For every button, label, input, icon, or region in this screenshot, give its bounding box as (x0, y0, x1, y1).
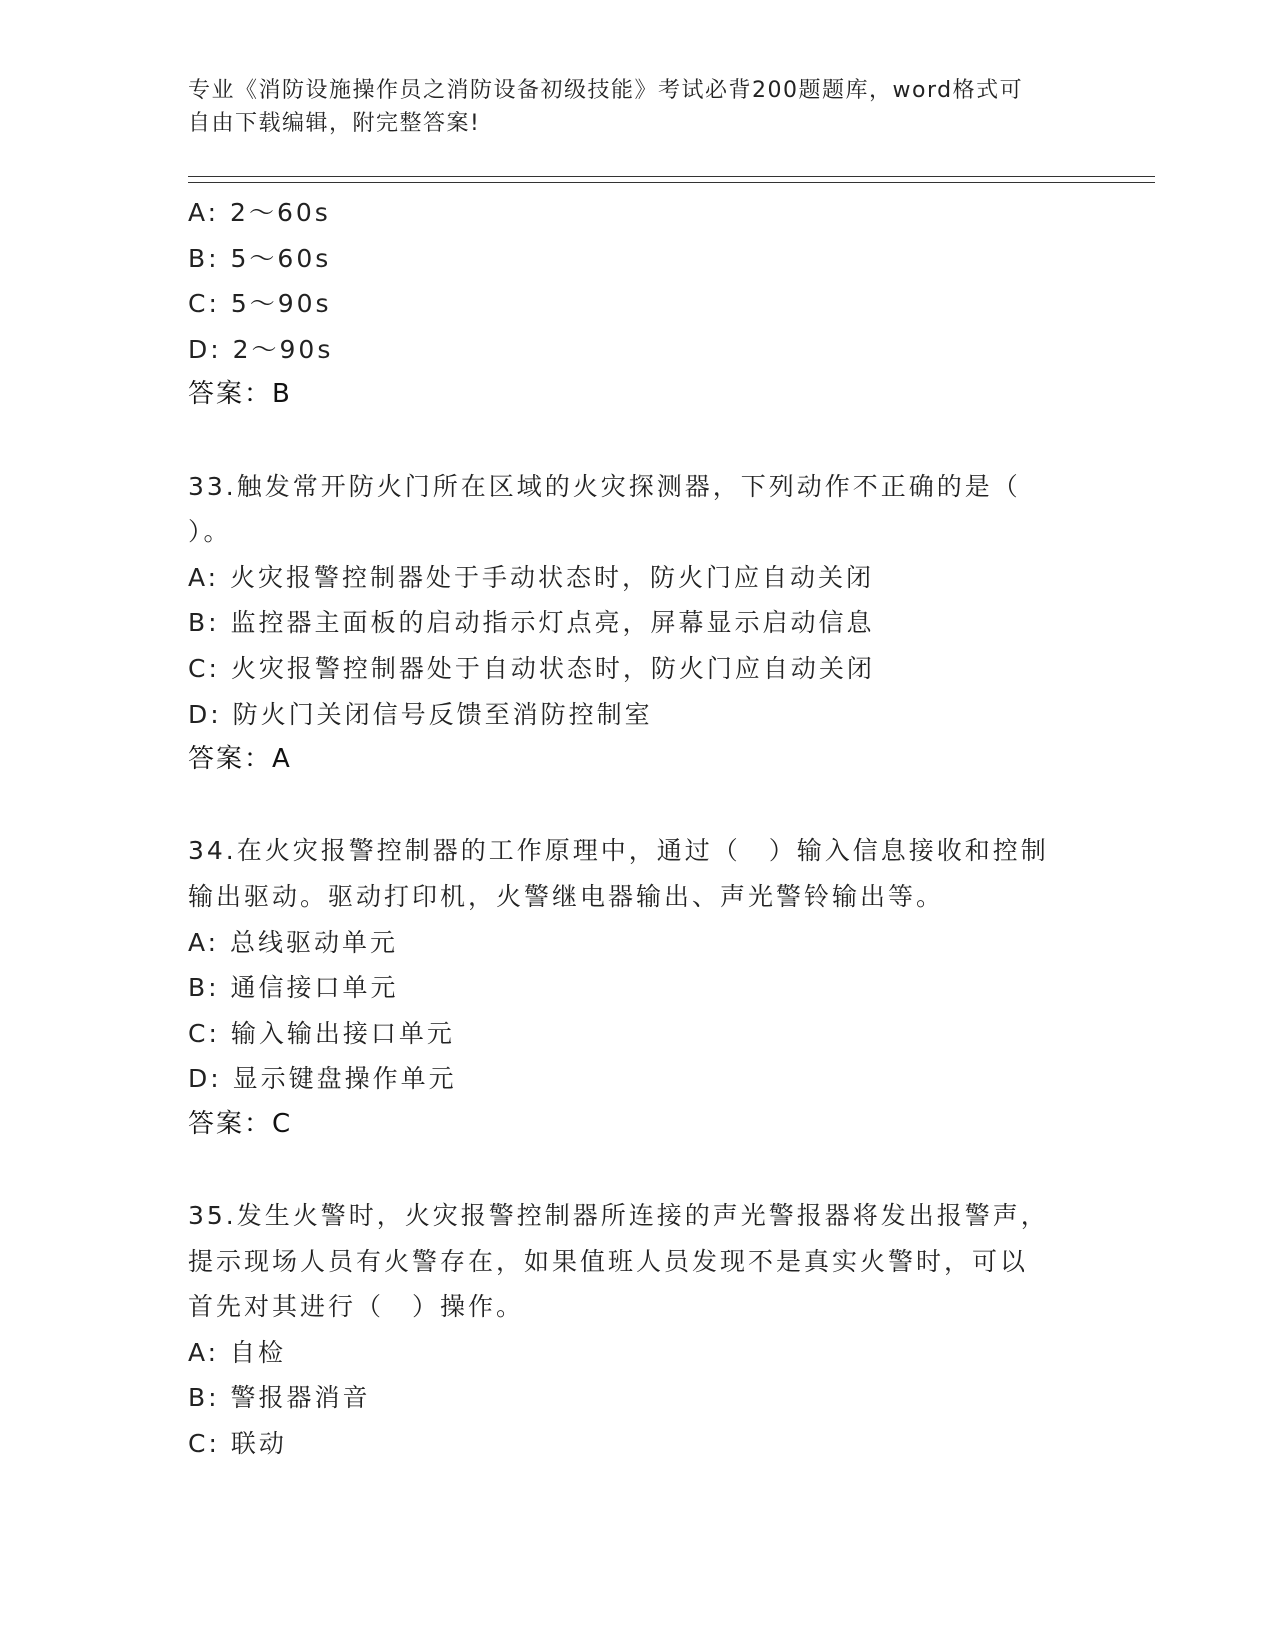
option-b: B: 监控器主面板的启动指示灯点亮，屏幕显示启动信息 (188, 608, 875, 638)
option-b: B: 5～60s (188, 243, 332, 273)
option-c: C: 5～90s (188, 289, 332, 319)
option-a: A: 火灾报警控制器处于手动状态时，防火门应自动关闭 (188, 562, 875, 592)
option-c: C: 输入输出接口单元 (188, 1018, 455, 1048)
answer-line: 答案：C (188, 1108, 293, 1139)
spacer (188, 783, 1088, 829)
spacer (188, 1147, 1088, 1193)
question-stem-line: 34.在火灾报警控制器的工作原理中，通过（ ）输入信息接收和控制 (188, 836, 1049, 866)
answer-line: 答案：A (188, 744, 292, 775)
header-divider-bottom (188, 182, 1155, 183)
option-d: D: 2～90s (188, 334, 334, 364)
header-line-1: 专业《消防设施操作员之消防设备初级技能》考试必背200题题库，word格式可 (188, 78, 1024, 103)
option-a: A: 总线驱动单元 (188, 927, 399, 957)
question-stem-line: 输出驱动。驱动打印机，火警继电器输出、声光警铃输出等。 (188, 881, 945, 911)
question-stem-line: 33.触发常开防火门所在区域的火灾探测器，下列动作不正确的是（ (188, 471, 1021, 501)
option-c: C: 火灾报警控制器处于自动状态时，防火门应自动关闭 (188, 653, 875, 683)
option-b: B: 警报器消音 (188, 1383, 371, 1413)
spacer (188, 418, 1088, 464)
option-d: D: 显示键盘操作单元 (188, 1064, 457, 1094)
option-a: A: 自检 (188, 1337, 287, 1367)
question-32-continued (188, 190, 1088, 418)
question-stem-line: ）。 (188, 517, 232, 547)
question-list (188, 190, 1088, 1467)
question-35 (188, 1193, 1088, 1467)
document-header (188, 74, 1068, 140)
option-c: C: 联动 (188, 1429, 287, 1459)
question-stem-line: 首先对其进行（ ）操作。 (188, 1292, 525, 1322)
option-a: A: 2～60s (188, 198, 331, 227)
header-line-2: 自由下载编辑，附完整答案! (188, 111, 481, 136)
question-stem-line: 35.发生火警时，火灾报警控制器所连接的声光警报器将发出报警声， (188, 1201, 1049, 1231)
question-33 (188, 464, 1088, 783)
header-divider-top (188, 176, 1155, 177)
option-d: D: 防火门关闭信号反馈至消防控制室 (188, 699, 653, 729)
question-stem-line: 提示现场人员有火警存在，如果值班人员发现不是真实火警时，可以 (188, 1246, 1029, 1276)
option-b: B: 通信接口单元 (188, 973, 399, 1003)
question-34 (188, 828, 1088, 1147)
answer-line: 答案：B (188, 379, 292, 410)
